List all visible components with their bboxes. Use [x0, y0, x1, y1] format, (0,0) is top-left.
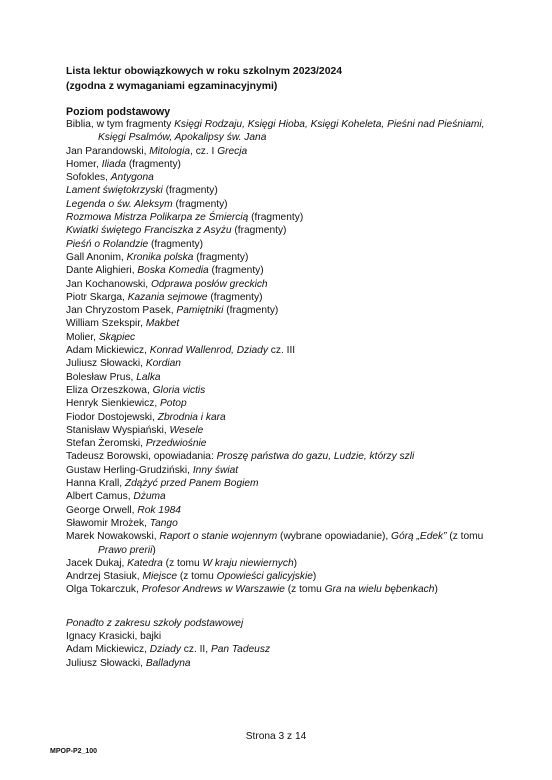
item-text: Ignacy Krasicki, bajki — [66, 631, 162, 642]
item-text: cz. II, — [180, 644, 211, 656]
list-item — [66, 583, 506, 596]
item-text: Marek Nowakowski, — [66, 531, 160, 543]
item-title: W kraju niewiernych — [202, 557, 294, 569]
item-text: Sofokles, — [66, 172, 111, 184]
list-item — [66, 158, 506, 171]
item-text: Olga Tokarczuk, — [66, 584, 142, 596]
header-title: Lista lektur obowiązkowych w roku szkolnym 2023/2024 — [66, 66, 343, 77]
item-title: Kwiatki świętego Franciszka z Asyżu — [66, 225, 232, 237]
item-title: Balladyna — [145, 657, 191, 669]
item-text: Gustaw Herling-Grudziński, — [66, 464, 193, 476]
list-item — [66, 557, 506, 570]
page-number: Strona 3 z 14 — [245, 731, 307, 742]
list-item — [66, 437, 506, 450]
item-text: (fragmenty) — [148, 238, 204, 250]
item-title: Kronika polska — [126, 251, 194, 263]
item-title: Konrad Wallenrod, Dziady — [149, 345, 268, 357]
list-item — [66, 238, 506, 251]
item-text: Juliusz Słowacki, — [66, 657, 146, 669]
list-item — [66, 291, 506, 304]
item-text: Jan Chryzostom Pasek, — [66, 305, 177, 317]
item-title: Pieśń o Rolandzie — [66, 238, 149, 250]
document-header — [66, 65, 342, 94]
list-item — [66, 171, 506, 184]
item-title: Lament świętokrzyski — [66, 185, 163, 197]
list-item — [66, 517, 506, 530]
item-text: cz. III — [267, 345, 296, 357]
item-text: Piotr Skarga, — [66, 291, 128, 303]
list-item — [66, 384, 506, 397]
item-title: Dziady — [149, 644, 181, 656]
list-item — [66, 304, 506, 317]
list-item — [66, 530, 506, 557]
item-title: Rok 1984 — [137, 504, 181, 516]
item-title: Zbrodnia i kara — [157, 411, 226, 423]
item-text: Tadeusz Borowski, opowiadania: — [66, 451, 217, 463]
item-title: Księgi Psalmów, Apokalipsy św. Jana — [98, 132, 267, 144]
item-title: Rozmowa Mistrza Polikarpa ze Śmiercią — [66, 212, 249, 224]
item-title: Proszę państwa do gazu, Ludzie, którzy szli — [216, 451, 415, 463]
item-title: Katedra — [127, 557, 163, 569]
item-text: (fragmenty) — [208, 265, 264, 277]
item-title: Zdążyć przed Panem Bogiem — [124, 478, 259, 490]
item-text: , cz. I — [190, 145, 218, 157]
item-text: Henryk Sienkiewicz, — [66, 398, 160, 410]
item-text: ) — [312, 571, 317, 583]
item-text: Jacek Dukaj, — [66, 557, 128, 569]
item-text: Jan Parandowski, — [66, 145, 150, 157]
item-title: Gra na wielu bębenkach — [324, 584, 435, 596]
item-title: Kordian — [145, 358, 181, 370]
item-text: (z tomu — [162, 557, 203, 569]
item-title: Górą „Edek” — [391, 531, 447, 543]
item-title: Dżuma — [133, 491, 166, 503]
item-text: (fragmenty) — [162, 185, 218, 197]
list-item — [66, 184, 506, 197]
item-title: Kazania sejmowe — [127, 291, 208, 303]
item-title: Przedwiośnie — [145, 438, 207, 450]
item-text: William Szekspir, — [66, 318, 146, 330]
item-title: Lalka — [136, 371, 161, 383]
list-item — [66, 477, 506, 490]
item-text: Stanisław Wyspiański, — [66, 424, 170, 436]
item-title: Pan Tadeusz — [210, 644, 271, 656]
item-title: Grecja — [217, 145, 248, 157]
document-code: MPOP-P2_100 — [50, 748, 98, 755]
item-title: Iliada — [101, 158, 127, 170]
item-text: Hanna Krall, — [66, 478, 125, 490]
list-item-continuation — [66, 131, 506, 144]
item-title: Potop — [159, 398, 187, 410]
item-title: Prawo prerii — [98, 544, 153, 556]
extra-reading-list — [66, 630, 506, 670]
item-title: Odprawa posłów greckich — [150, 278, 268, 290]
item-title: Gloria victis — [152, 384, 206, 396]
item-text: Albert Camus, — [66, 491, 134, 503]
list-item — [66, 224, 506, 237]
item-title: Opowieści galicyjskie — [216, 571, 313, 583]
item-text: Andrzej Stasiuk, — [66, 571, 143, 583]
list-item — [66, 397, 506, 410]
item-title: Wesele — [169, 424, 204, 436]
item-text: ) — [152, 544, 156, 556]
list-item — [66, 357, 506, 370]
item-text: Homer, — [66, 158, 102, 170]
list-item — [66, 464, 506, 477]
item-title: Profesor Andrews w Warszawie — [141, 584, 285, 596]
item-text: Dante Alighieri, — [66, 265, 138, 277]
list-item — [66, 411, 506, 424]
item-text: Adam Mickiewicz, — [66, 644, 150, 656]
list-item-continuation — [66, 544, 506, 557]
list-item — [66, 424, 506, 437]
item-text: (z tomu — [446, 531, 484, 543]
item-title: Mitologia — [149, 145, 191, 157]
list-item — [66, 118, 506, 145]
item-text: Gall Anonim, — [66, 251, 127, 263]
item-title: Tango — [149, 517, 178, 529]
item-title: Boska Komedia — [137, 265, 209, 277]
item-text: Jan Kochanowski, — [66, 278, 151, 290]
header-subtitle: (zgodna z wymaganiami egzaminacyjnymi) — [66, 80, 278, 92]
list-item — [66, 657, 506, 670]
list-item — [66, 450, 506, 463]
list-item — [66, 344, 506, 357]
list-item — [66, 317, 506, 330]
item-title: Pamiętniki — [176, 305, 224, 317]
section-title: Poziom podstawowy — [66, 106, 171, 118]
extra-section-title: Ponadto z zakresu szkoły podstawowej — [66, 618, 244, 629]
item-text: (z tomu — [284, 584, 325, 596]
item-text: Bolesław Prus, — [66, 371, 137, 383]
item-text: ) — [293, 557, 298, 569]
item-text: ) — [434, 584, 438, 596]
list-item — [66, 643, 506, 656]
list-item — [66, 331, 506, 344]
item-title: Raport o stanie wojennym — [159, 531, 278, 543]
list-item — [66, 145, 506, 158]
reading-list — [66, 118, 506, 597]
list-item — [66, 264, 506, 277]
list-item — [66, 211, 506, 224]
item-title: Makbet — [145, 318, 180, 330]
item-text: Juliusz Słowacki, — [66, 358, 146, 370]
list-item — [66, 278, 506, 291]
item-text: (fragmenty) — [248, 212, 304, 224]
item-text: Biblia, w tym fragmenty — [66, 119, 175, 130]
item-text: Fiodor Dostojewski, — [66, 411, 158, 423]
item-text: Adam Mickiewicz, — [66, 345, 150, 357]
item-text: (fragmenty) — [207, 291, 263, 303]
item-title: Antygona — [110, 172, 154, 184]
list-item — [66, 630, 506, 643]
item-title: Miejsce — [142, 571, 177, 583]
list-item — [66, 504, 506, 517]
item-text: Sławomir Mrożek, — [66, 517, 150, 529]
list-item — [66, 251, 506, 264]
item-title: Księgi Rodzaju, Księgi Hioba, Księgi Koheleta, Pieśni nad Pieśniami, — [174, 119, 485, 130]
item-title: Inny świat — [192, 464, 239, 476]
list-item — [66, 198, 506, 211]
item-text: (fragmenty) — [223, 305, 279, 317]
item-text: Stefan Żeromski, — [66, 438, 146, 450]
item-title: Skąpiec — [98, 331, 136, 343]
item-text: (fragmenty) — [126, 158, 181, 170]
item-text: (z tomu — [177, 571, 217, 583]
list-item — [66, 490, 506, 503]
item-text: (fragmenty) — [231, 225, 287, 237]
item-text: Eliza Orzeszkowa, — [66, 384, 153, 396]
item-text: George Orwell, — [66, 504, 138, 516]
item-title: Legenda o św. Aleksym — [66, 198, 173, 210]
item-text: (fragmenty) — [193, 251, 249, 263]
item-text: (wybrane opowiadanie), — [277, 531, 392, 543]
list-item — [66, 570, 506, 583]
item-text: Molier, — [66, 331, 99, 343]
list-item — [66, 371, 506, 384]
item-text: (fragmenty) — [172, 198, 228, 210]
